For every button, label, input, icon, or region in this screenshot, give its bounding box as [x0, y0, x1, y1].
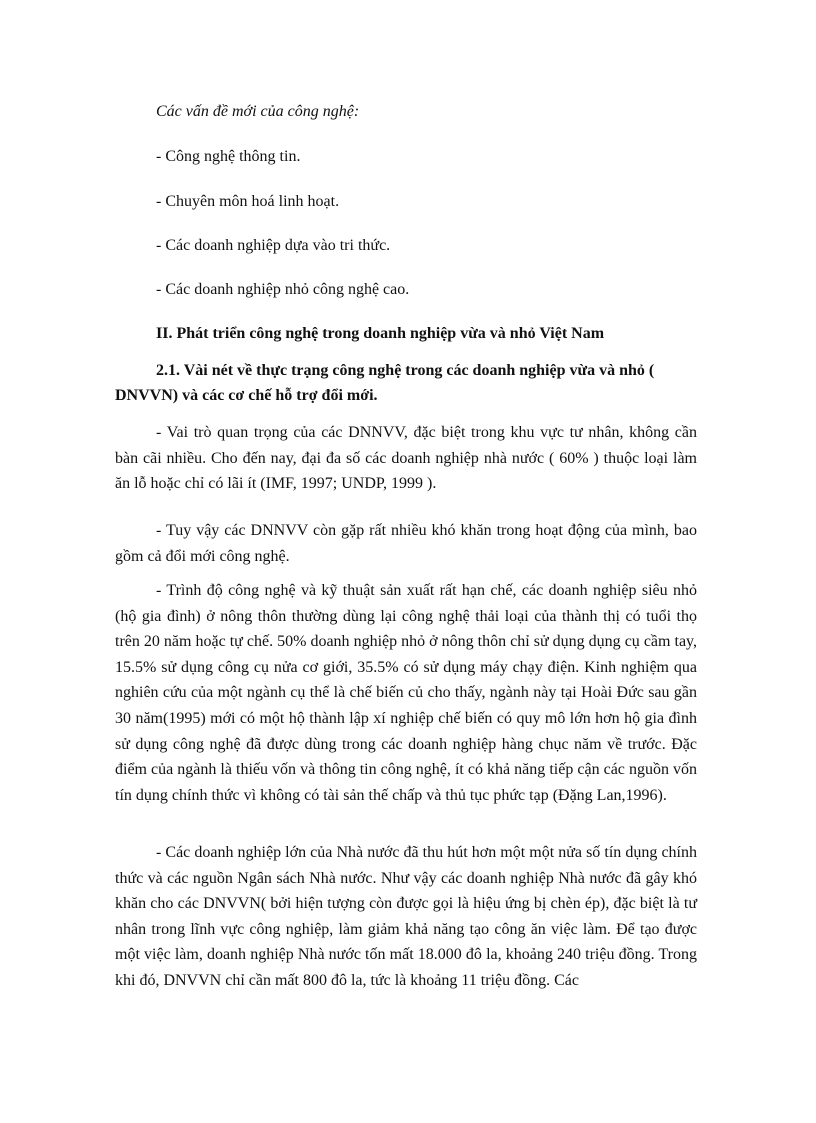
list-item: - Các doanh nghiệp dựa vào tri thức. [156, 237, 391, 254]
intro-title: Các vấn đề mới của công nghệ: [156, 103, 360, 120]
paragraph: - Tuy vậy các DNNVV còn gặp rất nhiều khó khăn trong hoạt động của mình, bao gồm cả đổi mới công nghệ. [115, 522, 697, 565]
paragraph: - Trình độ công nghệ và kỹ thuật sản xuất rất hạn chế, các doanh nghiệp siêu nhỏ (hộ gia đình) ở nông thôn thường dùng lại công nghệ thải loại của thành thị có tuổi thọ trên 20 năm hoặc tự chế. 50% doanh nghiệp nhỏ ở nông thôn chỉ sử dụng dụng cụ cầm tay, 15.5% sử dụng công cụ nửa cơ giới, 35.5% có sử dụng máy chạy điện. Kinh nghiệm qua nghiên cứu của một ngành cụ thể là chế biến củ cho thấy, ngành này tại Hoài Đức sau gần 30 năm(1995) mới có một hộ thành lập xí nghiệp chế biến có quy mô lớn hơn hộ gia đình sử dụng công nghệ đã được dùng trong các doanh nghiệp hàng chục năm về trước. Đặc điểm của ngành là thiếu vốn và thông tin công nghệ, ít có khả năng tiếp cận các nguồn vốn tín dụng chính thức vì không có tài sản thế chấp và thủ tục phức tạp (Đặng Lan,1996). [115, 582, 697, 804]
paragraph: - Vai trò quan trọng của các DNNVV, đặc biệt trong khu vực tư nhân, không cần bàn cãi nhiều. Cho đến nay, đại đa số các doanh nghiệp nhà nước ( 60% ) thuộc loại làm ăn lỗ hoặc chỉ có lãi ít (IMF, 1997; UNDP, 1999 ). [115, 424, 697, 493]
paragraph: - Các doanh nghiệp lớn của Nhà nước đã thu hút hơn một một nửa số tín dụng chính thức và các nguồn Ngân sách Nhà nước. Như vậy các doanh nghiệp Nhà nước đã gây khó khăn cho các DNVVN( bởi hiện tượng còn được gọi là hiệu ứng bị chèn ép), đặc biệt là tư nhân trong lĩnh vực công nghiệp, làm giảm khả năng tạo công ăn việc làm. Để tạo được một việc làm, doanh nghiệp Nhà nước tốn mất 18.000 đô la, khoảng 240 triệu đồng. Trong khi đó, DNVVN chỉ cần mất 800 đô la, tức là khoảng 11 triệu đồng. Các [115, 844, 697, 989]
list-item: - Chuyên môn hoá linh hoạt. [156, 193, 340, 210]
list-item: - Các doanh nghiệp nhỏ công nghệ cao. [156, 281, 410, 298]
section-heading: II. Phát triển công nghệ trong doanh nghiệp vừa và nhỏ Việt Nam [156, 325, 605, 342]
subsection-heading: 2.1. Vài nét về thực trạng công nghệ trong các doanh nghiệp vừa và nhỏ ( DNVVN) và các cơ chế hỗ trợ đổi mới. [115, 362, 655, 404]
list-item: - Công nghệ thông tin. [156, 148, 301, 165]
